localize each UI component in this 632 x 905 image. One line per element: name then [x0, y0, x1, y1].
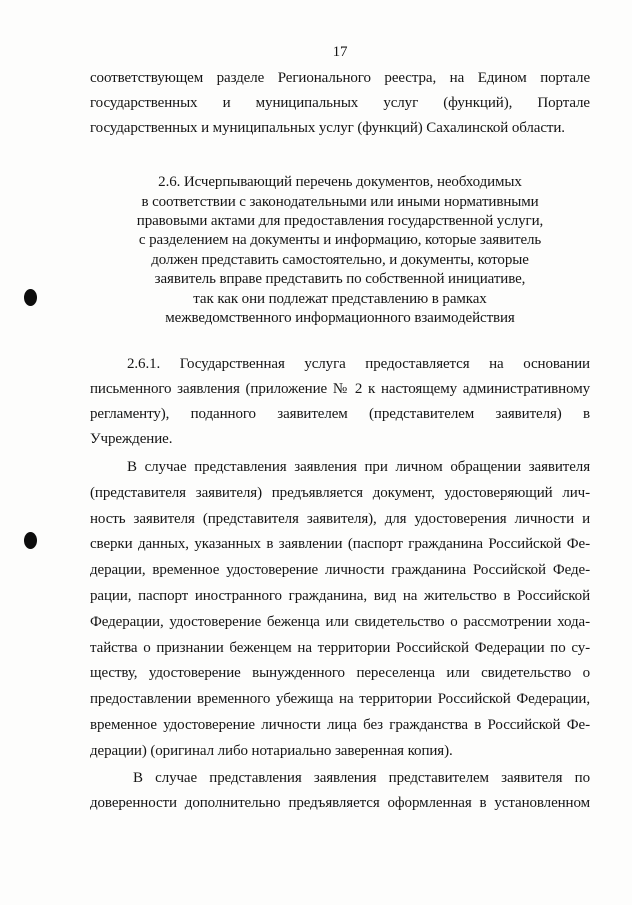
paragraph-identity-documents — [90, 455, 590, 765]
text-line: 2.6.1. Государственная услуга предоставляется на основании — [127, 355, 590, 372]
text-line: регламенту), поданного заявителем (представителем заявителя) в — [90, 405, 590, 422]
text-line: тайства о признании беженцем на территории Российской Федерации по су- — [90, 639, 590, 656]
text-line: В случае представления заявления при личном обращении заявителя — [127, 459, 590, 475]
heading-line: правовыми актами для предоставления государственной услуги, — [136, 213, 544, 230]
punch-hole-mark — [24, 532, 37, 549]
punch-hole-mark — [24, 289, 37, 306]
text-line: предоставлении временного убежища на территории Российской Федерации, — [90, 691, 590, 708]
text-line: Учреждение. — [90, 430, 173, 447]
heading-line: заявитель вправе представить по собственной инициативе, — [154, 271, 526, 288]
heading-line: в соответствии с законодательными или иными нормативными — [141, 193, 539, 210]
text-line: ность заявителя (представителя заявителя), для удостоверения личности и — [90, 510, 590, 527]
text-line: временное удостоверение личности лица без гражданства в Российской Фе- — [90, 716, 590, 733]
section-heading — [90, 173, 590, 328]
text-line: Федерации, удостоверение беженца или свидетельство о рассмотрении хода- — [90, 613, 590, 630]
text-line: сверки данных, указанных в заявлении (паспорт гражданина Российской Фе- — [90, 536, 590, 553]
paragraph-2-6-1 — [90, 352, 590, 452]
heading-line: межведомственного информационного взаимодействия — [165, 310, 515, 327]
intro-paragraph — [90, 66, 590, 141]
text-line: (представителя заявителя) предъявляется документ, удостоверяющий лич- — [90, 484, 590, 501]
heading-line: с разделением на документы и информацию, которые заявитель — [138, 232, 542, 249]
text-line: В случае представления заявления представителем заявителя по — [133, 769, 590, 786]
text-line: соответствующем разделе Регионального реестра, на Едином портале — [90, 69, 590, 86]
text-line: рации, паспорт иностранного гражданина, вид на жительство в Российской — [90, 587, 590, 604]
paragraph-representative — [90, 766, 590, 816]
text-line: ществу, удостоверение вынужденного переселенца или свидетельство о — [90, 665, 590, 682]
page-number — [90, 42, 590, 62]
heading-line: 2.6. Исчерпывающий перечень документов, необходимых — [158, 174, 522, 191]
heading-line: так как они подлежат представлению в рамках — [193, 290, 487, 307]
text-line: государственных и муниципальных услуг (функций), Портале — [90, 94, 590, 111]
text-line: дерации, временное удостоверение личности гражданина Российской Феде- — [90, 562, 590, 579]
text-line: письменного заявления (приложение № 2 к настоящему административному — [90, 380, 590, 397]
text-line: доверенности дополнительно предъявляется оформленная в установленном — [90, 794, 590, 811]
text-line: дерации) (оригинал либо нотариально заверенная копия). — [90, 742, 453, 759]
text-line: государственных и муниципальных услуг (функций) Сахалинской области. — [90, 119, 565, 136]
page-number-text: 17 — [332, 44, 348, 60]
heading-line: должен представить самостоятельно, и документы, которые — [151, 251, 529, 268]
